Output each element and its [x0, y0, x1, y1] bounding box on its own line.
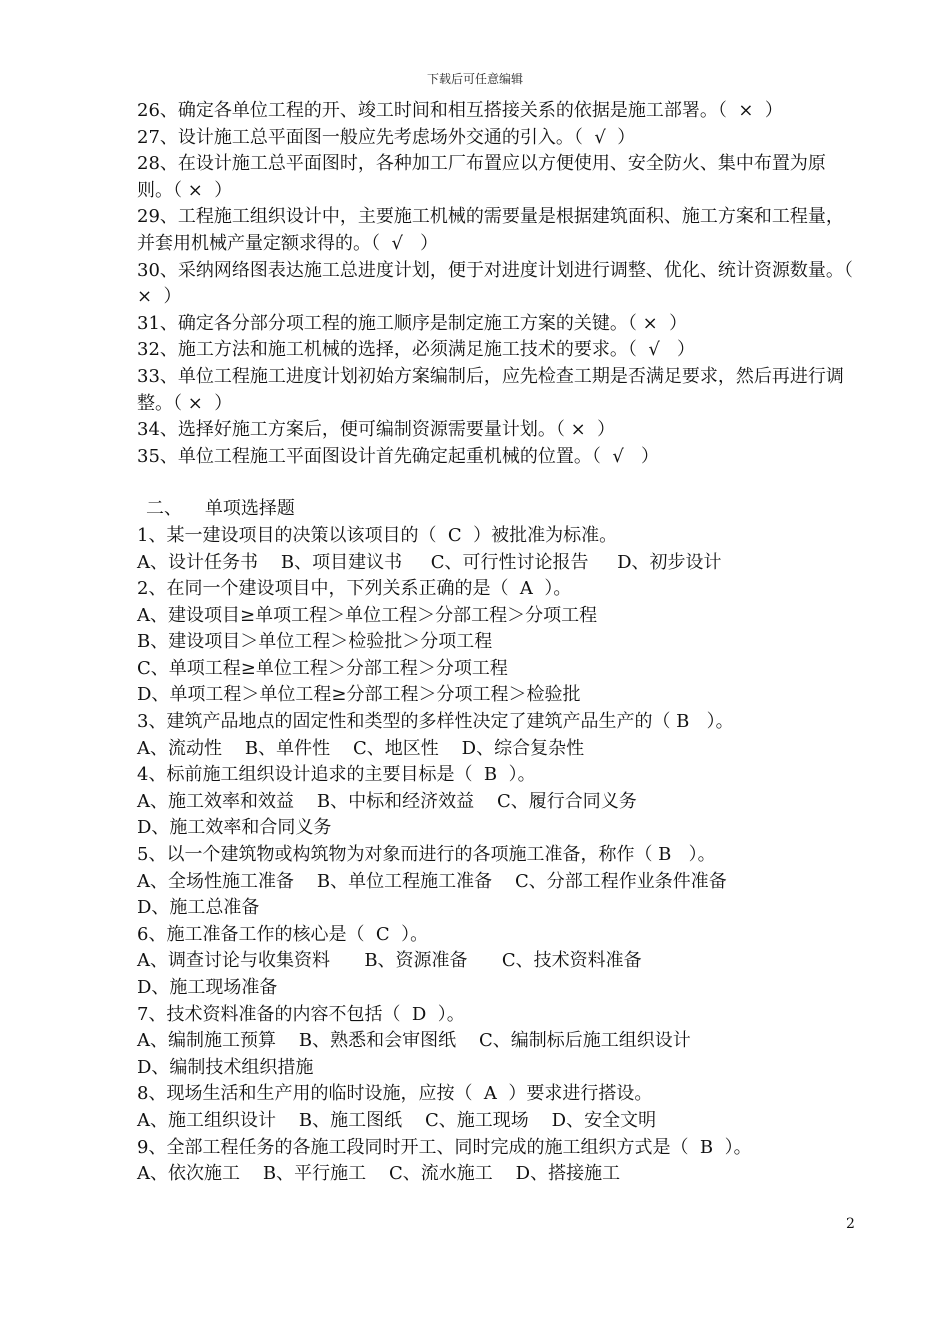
judgement-item-30: 30、采纳网络图表达施工总进度计划，便于对进度计划进行调整、优化、统计资源数量。（ × ） [137, 259, 859, 308]
question-2-option-c: C、单项工程≥单位工程＞分部工程＞分项工程 [137, 657, 508, 679]
question-2-option-a: A、建设项目≥单项工程＞单位工程＞分部工程＞分项工程 [137, 604, 598, 626]
question-7: 7、技术资料准备的内容不包括（ D ）。 [137, 1003, 465, 1025]
section-spacer [100, 470, 855, 496]
document-body [100, 98, 859, 1188]
judgement-item-27: 27、设计施工总平面图一般应先考虑场外交通的引入。（ √ ） [137, 126, 636, 148]
question-5-options-abc: A、全场性施工准备 B、单位工程施工准备 C、分部工程作业条件准备 [137, 870, 727, 892]
question-1: 1、某一建设项目的决策以该项目的（ C ）被批准为标准。 [137, 524, 618, 546]
judgement-item-32: 32、施工方法和施工机械的选择，必须满足施工技术的要求。（ √ ） [137, 339, 695, 361]
judgement-item-35: 35、单位工程施工平面图设计首先确定起重机械的位置。（ √ ） [137, 445, 659, 467]
page-number: 2 [846, 1216, 855, 1232]
question-5: 5、以一个建筑物或构筑物为对象而进行的各项施工准备，称作（ B ）。 [137, 844, 716, 866]
judgement-item-26: 26、确定各单位工程的开、竣工时间和相互搭接关系的依据是施工部署。（ × ） [137, 100, 783, 121]
question-9-options: A、依次施工 B、平行施工 C、流水施工 D、搭接施工 [137, 1163, 621, 1185]
question-6-options-abc: A、调查讨论与收集资料 B、资源准备 C、技术资料准备 [137, 950, 642, 972]
question-1-options: A、设计任务书 B、项目建议书 C、可行性讨论报告 D、初步设计 [137, 551, 722, 573]
question-3: 3、建筑产品地点的固定性和类型的多样性决定了建筑产品生产的（ B ）。 [137, 711, 734, 733]
judgement-item-28: 28、在设计施工总平面图时，各种加工厂布置应以方便使用、安全防火、集中布置为原则。（ × ） [137, 153, 826, 201]
question-6: 6、施工准备工作的核心是（ C ）。 [137, 923, 429, 945]
page-header-note: 下载后可任意编辑 [426, 72, 523, 86]
question-4: 4、标前施工组织设计追求的主要目标是（ B ）。 [137, 764, 536, 786]
judgement-item-31: 31、确定各分部分项工程的施工顺序是制定施工方案的关键。（ × ） [137, 312, 688, 334]
question-3-options: A、流动性 B、单件性 C、地区性 D、综合复杂性 [137, 737, 585, 759]
question-4-options-abc: A、施工效率和效益 B、中标和经济效益 C、履行合同义务 [137, 790, 637, 812]
question-9: 9、全部工程任务的各施工段同时开工、同时完成的施工组织方式是（ B ）。 [137, 1136, 752, 1158]
question-7-option-d: D、编制技术组织措施 [137, 1056, 314, 1078]
question-6-option-d: D、施工现场准备 [137, 977, 278, 998]
question-8: 8、现场生活和生产用的临时设施，应按（ A ）要求进行搭设。 [137, 1083, 653, 1105]
judgement-item-34: 34、选择好施工方案后，便可编制资源需要量计划。（ × ） [137, 419, 616, 441]
question-5-option-d: D、施工总准备 [137, 897, 260, 919]
question-4-option-d: D、施工效率和合同义务 [137, 817, 332, 839]
question-2-option-d: D、单项工程＞单位工程≥分部工程＞分项工程＞检验批 [137, 684, 581, 706]
section-title-single-choice: 二、 单项选择题 [146, 498, 295, 520]
question-8-options: A、施工组织设计 B、施工图纸 C、施工现场 D、安全文明 [137, 1109, 657, 1131]
question-2-option-b: B、建设项目＞单位工程＞检验批＞分项工程 [137, 631, 493, 653]
question-7-options-abc: A、编制施工预算 B、熟悉和会审图纸 C、编制标后施工组织设计 [137, 1030, 691, 1052]
judgement-item-33: 33、单位工程施工进度计划初始方案编制后，应先检查工期是否满足要求，然后再进行调整。（ × ） [137, 365, 844, 414]
judgement-item-29: 29、工程施工组织设计中，主要施工机械的需要量是根据建筑面积、施工方案和工程量，并套用机械产量定额求得的。（ √ ） [137, 206, 844, 254]
question-2: 2、在同一个建设项目中，下列关系正确的是（ A ）。 [137, 578, 572, 600]
